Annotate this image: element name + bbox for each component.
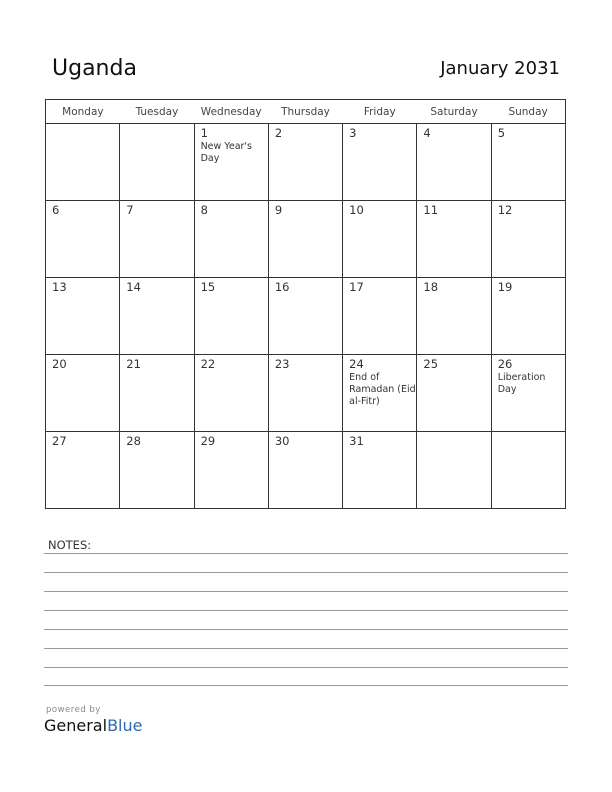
day-cell [417, 432, 491, 509]
weekday-header: Sunday [491, 100, 565, 124]
week-row [46, 432, 566, 509]
day-number: 7 [126, 203, 134, 217]
day-number: 24 [349, 357, 364, 371]
day-number: 17 [349, 280, 364, 294]
day-cell [417, 201, 491, 278]
day-number: 14 [126, 280, 141, 294]
day-cell [120, 355, 194, 432]
brand-blue: Blue [107, 716, 143, 735]
day-number: 15 [200, 280, 216, 294]
weekday-header: Tuesday [120, 100, 194, 124]
day-cell [46, 355, 120, 432]
day-number: 20 [52, 357, 67, 371]
note-line [44, 685, 568, 686]
day-number: 8 [200, 203, 208, 217]
brand-general: General [44, 716, 108, 735]
day-number: 27 [52, 434, 67, 448]
day-cell [46, 432, 120, 509]
day-cell [343, 278, 417, 355]
day-number: 26 [497, 357, 513, 371]
day-number: 28 [126, 434, 141, 448]
calendar-body [46, 124, 566, 509]
day-number [417, 432, 490, 434]
holiday-label: End of Ramadan (Eid al-Fitr) [349, 372, 416, 407]
day-number: 21 [126, 357, 141, 371]
day-number: 1 [200, 126, 208, 140]
day-number: 31 [349, 434, 364, 448]
week-row [46, 124, 566, 201]
day-number: 12 [497, 203, 513, 217]
day-cell [120, 124, 194, 201]
day-number: 5 [497, 126, 506, 140]
day-number: 10 [349, 203, 364, 217]
day-cell [417, 278, 491, 355]
day-number: 18 [423, 280, 439, 294]
day-cell [268, 355, 342, 432]
day-number: 25 [423, 357, 439, 371]
day-cell [417, 124, 491, 201]
day-number: 19 [497, 280, 513, 294]
day-number: 16 [274, 280, 290, 294]
day-number: 11 [423, 203, 439, 217]
weekday-header: Friday [343, 100, 417, 124]
day-number: 3 [349, 126, 357, 140]
day-cell [268, 124, 342, 201]
day-cell [343, 355, 417, 432]
day-cell [120, 278, 194, 355]
day-cell [194, 432, 268, 509]
day-number: 9 [274, 203, 283, 217]
holiday-label: New Year's Day [200, 141, 252, 164]
weekday-header: Saturday [417, 100, 491, 124]
day-cell [194, 355, 268, 432]
calendar-title: Uganda [52, 56, 137, 81]
day-cell [417, 355, 491, 432]
calendar-grid [45, 99, 566, 509]
day-cell [194, 201, 268, 278]
brand-logo [44, 716, 142, 735]
note-line [44, 667, 568, 668]
note-line [44, 553, 568, 554]
day-number: 4 [423, 126, 431, 140]
day-number: 29 [200, 434, 216, 448]
day-cell [120, 432, 194, 509]
day-cell [268, 278, 342, 355]
note-line [44, 572, 568, 573]
note-line [44, 629, 568, 630]
day-number: 30 [274, 434, 290, 448]
weekday-header: Wednesday [194, 100, 268, 124]
day-cell [120, 201, 194, 278]
day-cell [268, 432, 342, 509]
day-cell [491, 124, 565, 201]
day-cell [491, 278, 565, 355]
day-number: 13 [52, 280, 67, 294]
week-row [46, 278, 566, 355]
day-cell [268, 201, 342, 278]
week-row [46, 201, 566, 278]
weekday-header: Monday [46, 100, 120, 124]
notes-label: NOTES: [48, 538, 92, 552]
day-cell [343, 201, 417, 278]
day-number [492, 432, 565, 434]
day-number: 2 [274, 126, 283, 140]
day-cell [491, 432, 565, 509]
day-number: 22 [200, 357, 216, 371]
day-cell [46, 201, 120, 278]
weekday-header: Thursday [268, 100, 342, 124]
day-cell [343, 124, 417, 201]
day-cell [46, 278, 120, 355]
day-number: 6 [52, 203, 60, 217]
powered-by-text: powered by [46, 705, 101, 715]
week-row [46, 355, 566, 432]
note-line [44, 610, 568, 611]
day-number: 23 [274, 357, 290, 371]
day-cell [491, 201, 565, 278]
day-cell [194, 278, 268, 355]
month-year: January 2031 [440, 58, 560, 79]
day-cell [343, 432, 417, 509]
day-number [120, 124, 193, 126]
holiday-label: Liberation Day [497, 372, 546, 395]
day-cell [491, 355, 565, 432]
weekday-header-row [46, 100, 566, 124]
note-line [44, 591, 568, 592]
day-cell [46, 124, 120, 201]
note-line [44, 648, 568, 649]
day-cell [194, 124, 268, 201]
day-number [46, 124, 119, 126]
